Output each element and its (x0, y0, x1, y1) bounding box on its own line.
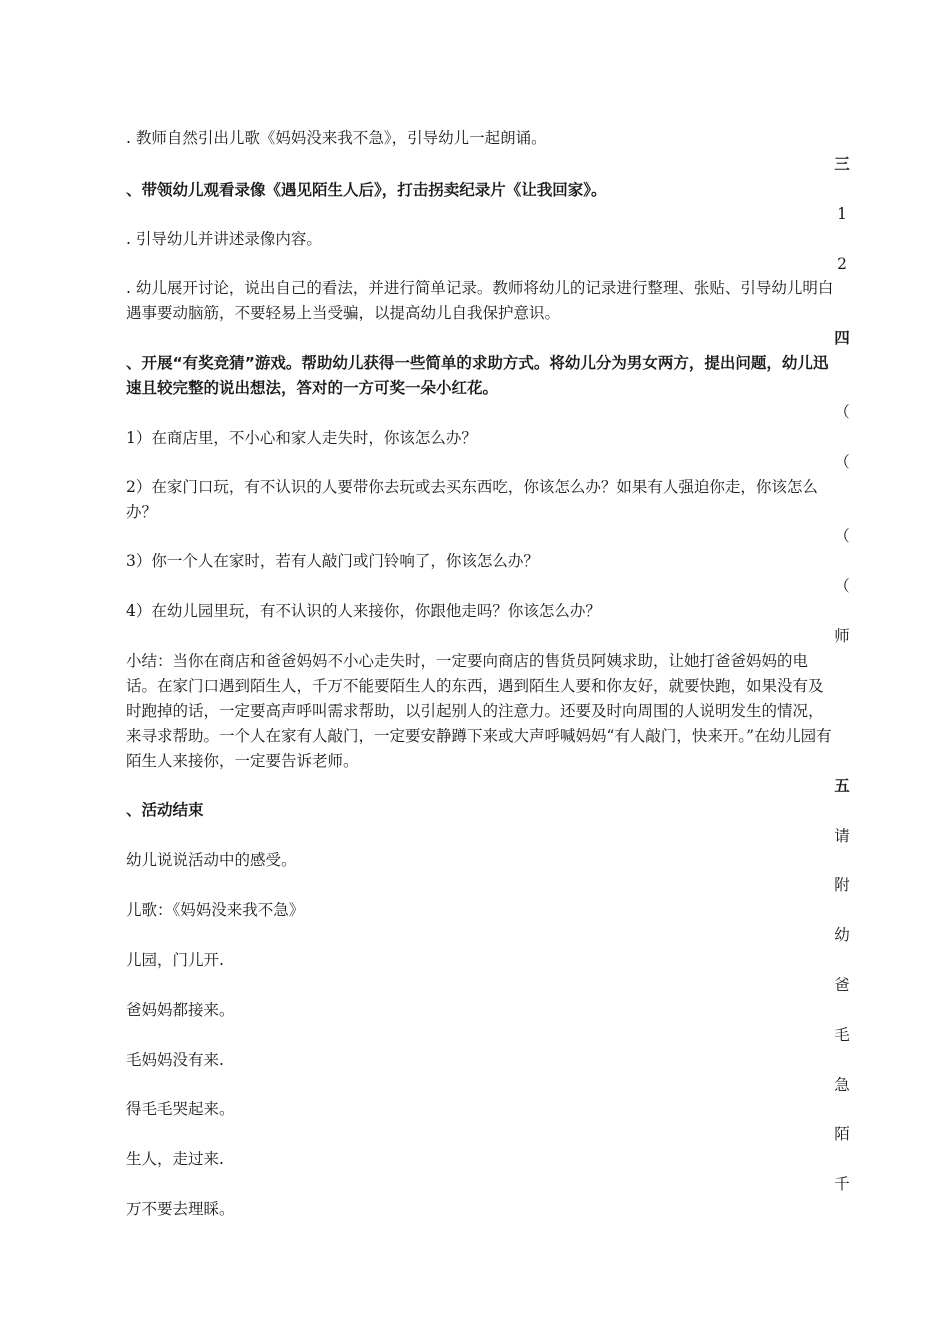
paragraph-discussion: . 幼儿展开讨论，说出自己的看法，并进行简单记录。教师将幼儿的记录进行整理、张贴、引导幼儿明白遇事要动脑筋，不要轻易上当受骗，以提高幼儿自我保护意识。 (126, 279, 834, 322)
paragraph-teacher-introduces-song: . 教师自然引出儿歌《妈妈没来我不急》，引导幼儿一起朗诵。 (126, 129, 547, 147)
margin-char-11: 请 (834, 827, 850, 845)
margin-char-18: 千 (834, 1175, 850, 1193)
margin-char-12: 附 (834, 876, 850, 894)
margin-char-2: 1 (837, 205, 847, 223)
margin-char-9: 师 (834, 627, 850, 645)
heading-step-three: 、带领幼儿观看录像《遇见陌生人后》，打击拐卖纪录片《让我回家》。 (126, 181, 607, 199)
song-line-2: 爸妈妈都接来。 (126, 1001, 235, 1019)
margin-char-15: 毛 (834, 1026, 850, 1044)
margin-char-7: （ (834, 527, 850, 545)
heading-step-five: 、活动结束 (126, 801, 204, 819)
margin-char-16: 急 (834, 1076, 850, 1094)
question-3: 3）你一个人在家时，若有人敲门或门铃响了，你该怎么办？ (126, 552, 539, 570)
question-4: 4）在幼儿园里玩，有不认识的人来接你，你跟他走吗？你该怎么办？ (126, 602, 601, 620)
margin-char-8: （ (834, 577, 850, 595)
margin-char-1: 三 (834, 155, 850, 173)
paragraph-feelings: 幼儿说说活动中的感受。 (126, 851, 297, 869)
song-line-4: 得毛毛哭起来。 (126, 1100, 235, 1118)
song-line-3: 毛妈妈没有来. (126, 1051, 224, 1069)
heading-step-four: 、开展“有奖竞猜”游戏。帮助幼儿获得一些简单的求助方式。将幼儿分为男女两方，提出问题，幼儿迅速且较完整的说出想法，答对的一方可奖一朵小红花。 (126, 354, 829, 397)
question-2: 2）在家门口玩，有不认识的人要带你去玩或去买东西吃，你该怎么办？如果有人强迫你走，你该怎么办？ (126, 478, 818, 521)
margin-char-4: 四 (834, 329, 850, 347)
margin-char-17: 陌 (834, 1125, 850, 1143)
song-title: 儿歌：《妈妈没来我不急》 (126, 901, 305, 919)
question-1: 1）在商店里，不小心和家人走失时，你该怎么办？ (126, 429, 477, 447)
song-line-1: 儿园，门儿开. (126, 951, 224, 969)
margin-char-5: （ (834, 403, 850, 421)
margin-char-13: 幼 (834, 926, 850, 944)
margin-char-10: 五 (834, 777, 850, 795)
song-line-6: 万不要去理睬。 (126, 1200, 235, 1218)
paragraph-summary: 小结：当你在商店和爸爸妈妈不小心走失时，一定要向商店的售货员阿姨求助，让她打爸爸妈妈的电话。在家门口遇到陌生人，千万不能要陌生人的东西，遇到陌生人要和你友好，就要快跑，如果没有及时跑掉的话，一定要高声呼叫需求帮助，以引起别人的注意力。还要及时向周围的人说明发生的情况，来寻求帮助。一个人在家有人敲门，一定要安静蹲下来或大声呼喊妈妈“有人敲门，快来开。”在幼儿园有陌生人来接你，一定要告诉老师。 (126, 652, 832, 770)
margin-char-14: 爸 (834, 976, 850, 994)
margin-char-3: 2 (837, 255, 847, 273)
paragraph-retell-video: . 引导幼儿并讲述录像内容。 (126, 230, 322, 248)
song-line-5: 生人，走过来. (126, 1150, 224, 1168)
margin-char-6: （ (834, 453, 850, 471)
